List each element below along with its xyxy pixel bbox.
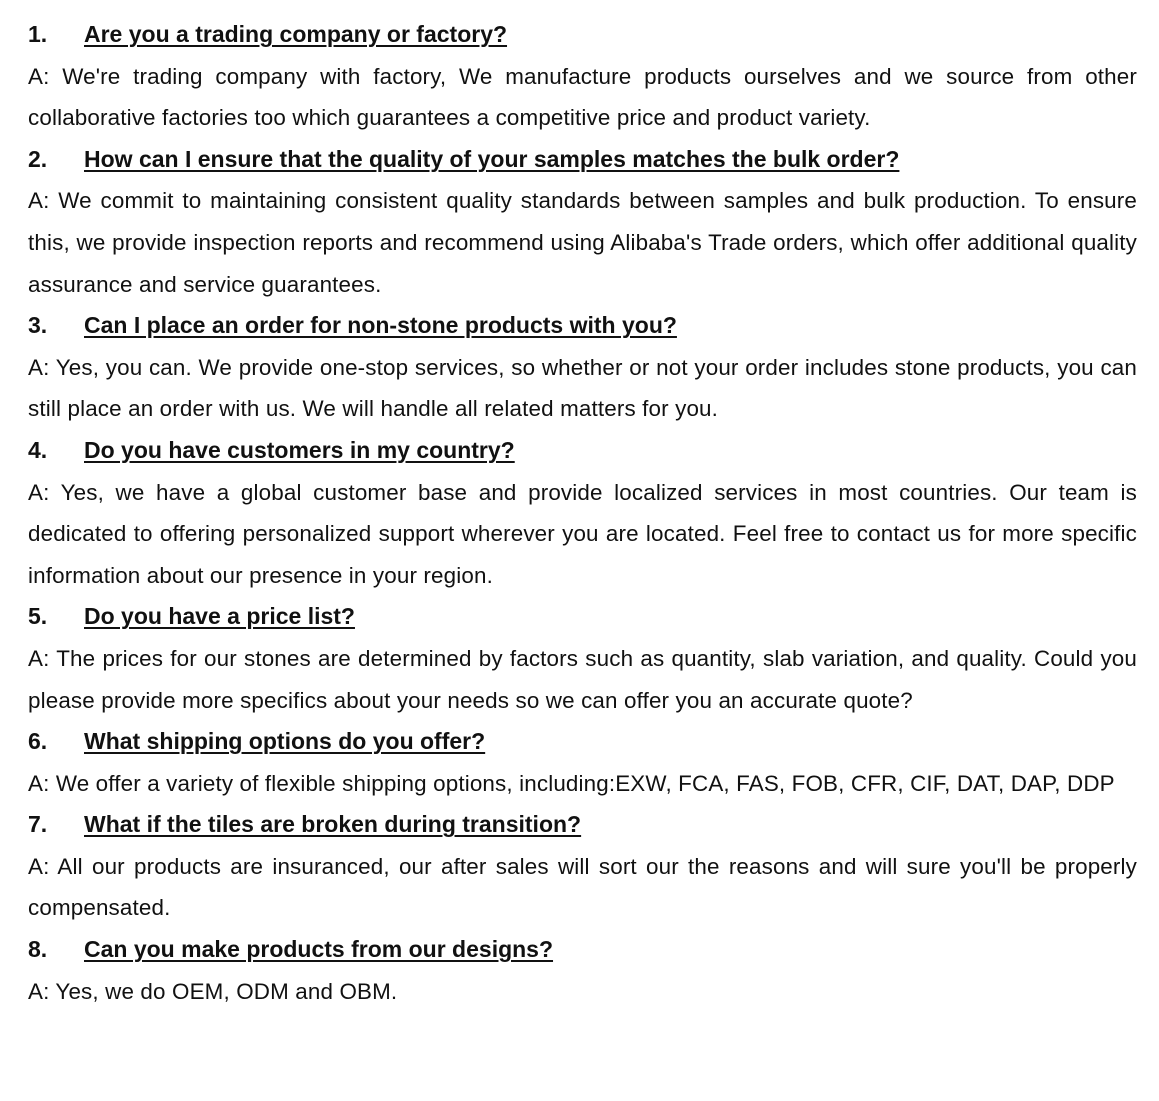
question-number: 1. (28, 21, 48, 47)
faq-answer-8: A: Yes, we do OEM, ODM and OBM. (28, 978, 398, 1004)
question-text: How can I ensure that the quality of your samples matches the bulk order? (84, 145, 900, 172)
question-text: Can I place an order for non-stone products with you? (84, 312, 677, 339)
faq-item-6 (28, 721, 1137, 804)
faq-answer-3: A: Yes, you can. We provide one-stop services, so whether or not your order includes stone products, you can still place an order with us. We will handle all related matters for you. (28, 354, 1137, 422)
faq-item-4 (28, 430, 1137, 596)
faq-answer-1: A: We're trading company with factory, We manufacture products ourselves and we source from other collaborative factories too which guarantees a competitive price and product variety. (28, 63, 1137, 131)
faq-item-3 (28, 305, 1137, 430)
faq-answer-5: A: The prices for our stones are determined by factors such as quantity, slab variation, and quality. Could you please provide more specifics about your needs so we can offer you an accurate quote? (28, 645, 1137, 713)
question-text: Do you have a price list? (84, 603, 355, 630)
faq-question-5 (28, 596, 1137, 638)
faq-answer-4: A: Yes, we have a global customer base and provide localized services in most countries. Our team is dedicated to offering personalized support wherever you are located. Feel free to contact us for more specific information about our presence in your region. (28, 479, 1137, 588)
faq-item-5 (28, 596, 1137, 721)
faq-item-8 (28, 929, 1137, 1012)
question-text: Can you make products from our designs? (84, 936, 554, 963)
question-number: 3. (28, 312, 48, 339)
faq-item-2 (28, 139, 1137, 305)
faq-question-3 (28, 305, 1137, 347)
faq-item-1 (28, 14, 1137, 139)
faq-question-6 (28, 721, 1137, 763)
faq-question-7 (28, 804, 1137, 846)
question-number: 2. (28, 145, 48, 172)
faq-answer-7: A: All our products are insuranced, our after sales will sort our the reasons and will sure you'll be properly compensated. (28, 853, 1137, 921)
question-number: 4. (28, 436, 48, 463)
question-text: What shipping options do you offer? (84, 728, 486, 755)
faq-question-1 (28, 14, 1137, 56)
question-text: What if the tiles are broken during transition? (84, 811, 582, 838)
question-number: 6. (28, 728, 48, 755)
faq-question-4 (28, 430, 1137, 472)
question-number: 7. (28, 811, 48, 838)
question-number: 8. (28, 936, 48, 963)
faq-question-8 (28, 929, 1137, 971)
faq-answer-2: A: We commit to maintaining consistent quality standards between samples and bulk production. To ensure this, we provide inspection reports and recommend using Alibaba's Trade orders, which offer additional quality assurance and service guarantees. (28, 188, 1137, 297)
faq-item-7 (28, 804, 1137, 929)
faq-question-2 (28, 139, 1137, 181)
question-number: 5. (28, 603, 48, 630)
question-text: Do you have customers in my country? (84, 436, 515, 463)
question-text: Are you a trading company or factory? (84, 21, 508, 47)
faq-answer-6: A: We offer a variety of flexible shipping options, including:EXW, FCA, FAS, FOB, CFR, CIF, DAT, DAP, DDP (28, 770, 1115, 796)
